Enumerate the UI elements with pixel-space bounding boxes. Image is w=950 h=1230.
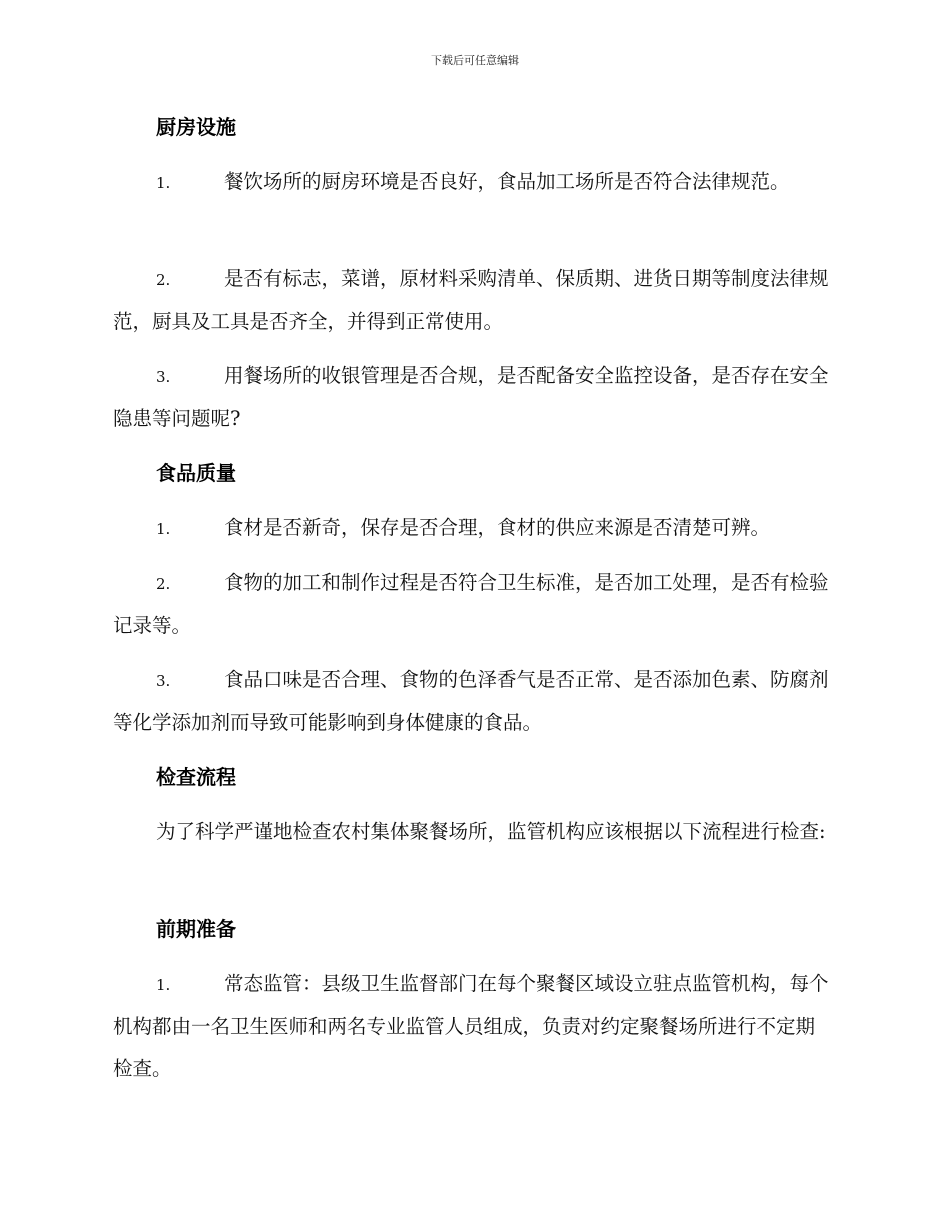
list-item bbox=[113, 258, 833, 343]
list-item-text: 常态监管：县级卫生监督部门在每个聚餐区域设立驻点监管机构，每个机构都由一名卫生医师和两名专业监管人员组成，负责对约定聚餐场所进行不定期检查。 bbox=[113, 972, 829, 1080]
list-item-number: 2. bbox=[156, 575, 171, 593]
page-header: 下载后可任意编辑 bbox=[431, 54, 519, 67]
list-item bbox=[113, 963, 833, 1090]
list-item bbox=[113, 507, 833, 550]
paragraph-intro bbox=[113, 811, 833, 853]
list-item-text: 食品口味是否合理、食物的色泽香气是否正常、是否添加色素、防腐剂等化学添加剂而导致可能影响到身体健康的食品。 bbox=[113, 668, 829, 734]
list-item bbox=[113, 659, 833, 744]
paragraph-text: 为了科学严谨地检查农村集体聚餐场所，监管机构应该根据以下流程进行检查: bbox=[156, 820, 826, 843]
list-item-number: 2. bbox=[156, 271, 171, 289]
list-item bbox=[113, 562, 833, 647]
list-item-text: 食材是否新奇，保存是否合理，食材的供应来源是否清楚可辨。 bbox=[224, 516, 771, 539]
list-item-number: 3. bbox=[156, 368, 171, 386]
list-item-text: 食物的加工和制作过程是否符合卫生标准，是否加工处理，是否有检验记录等。 bbox=[113, 571, 829, 637]
section-heading-prep: 前期准备 bbox=[156, 917, 236, 941]
list-item-number: 1. bbox=[156, 520, 171, 538]
list-item-text: 用餐场所的收银管理是否合规，是否配备安全监控设备，是否存在安全隐患等问题呢? bbox=[113, 364, 829, 430]
list-item bbox=[113, 355, 833, 440]
section-heading-process: 检查流程 bbox=[156, 765, 236, 789]
list-item-number: 1. bbox=[156, 976, 171, 994]
list-item-number: 3. bbox=[156, 672, 171, 690]
section-heading-food: 食品质量 bbox=[156, 461, 236, 485]
list-item-text: 餐饮场所的厨房环境是否良好，食品加工场所是否符合法律规范。 bbox=[224, 170, 790, 193]
list-item-number: 1. bbox=[156, 174, 171, 192]
list-item-text: 是否有标志，菜谱，原材料采购清单、保质期、进货日期等制度法律规范，厨具及工具是否齐全，并得到正常使用。 bbox=[113, 267, 829, 333]
section-heading-kitchen: 厨房设施 bbox=[156, 115, 236, 139]
list-item bbox=[113, 161, 833, 204]
